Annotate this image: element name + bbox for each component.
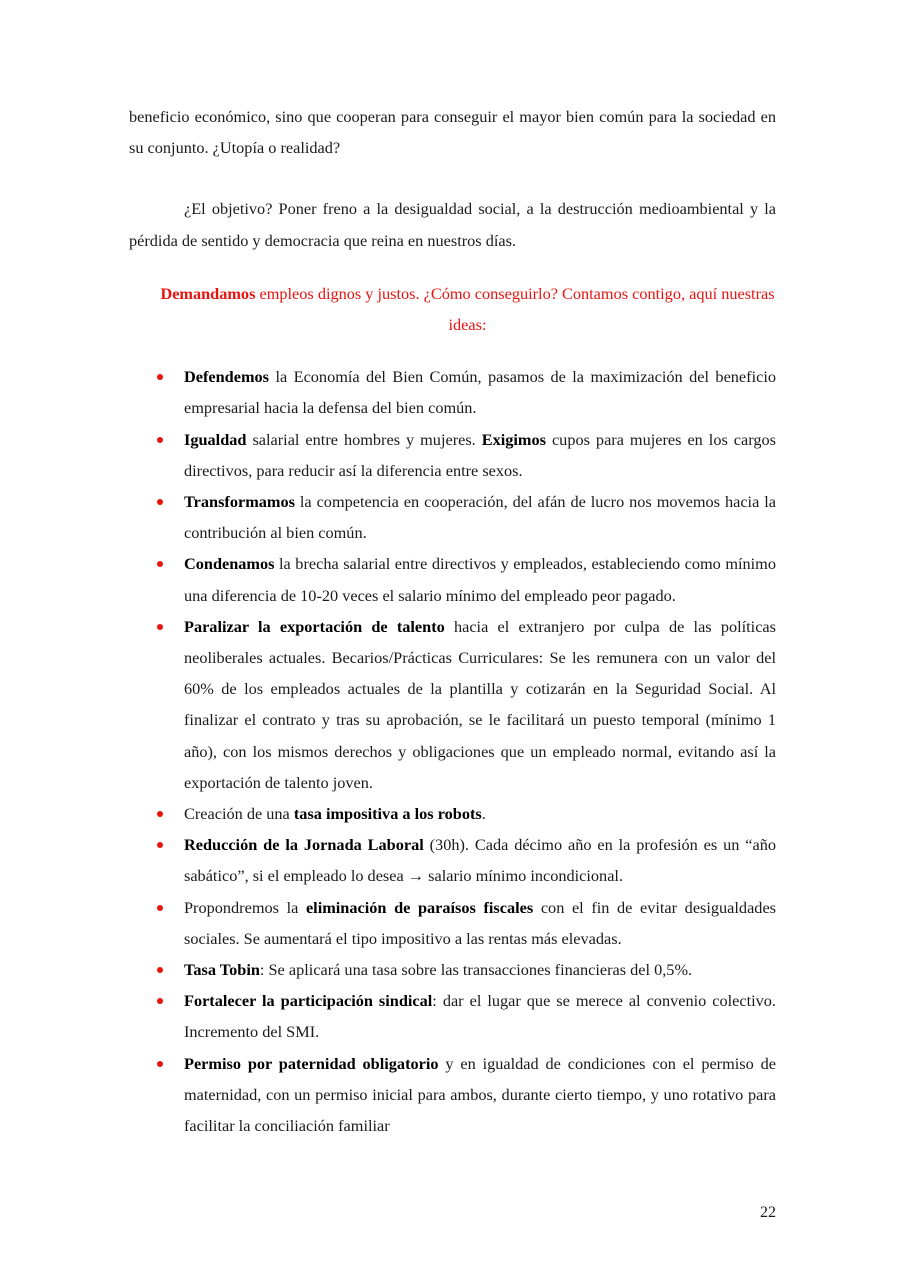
list-item xyxy=(129,486,776,548)
item-bold: Exigimos xyxy=(481,429,546,449)
item-bold: eliminación de paraísos fiscales xyxy=(305,897,534,917)
item-text: : dar el lugar que se merece al convenio colectivo. Incremento del SMI. xyxy=(184,991,776,1042)
item-text: . xyxy=(481,804,486,824)
list-item xyxy=(129,424,776,486)
item-text: Propondremos la xyxy=(184,897,306,917)
item-text: salarial entre hombres y mujeres. xyxy=(246,429,482,449)
page-number: 22 xyxy=(760,1204,776,1221)
item-bold: Permiso por paternidad obligatorio xyxy=(184,1053,439,1073)
item-text: con el fin de evitar desigualdades sociales. Se aumentará el tipo impositivo a las rentas más elevadas. xyxy=(184,897,777,948)
item-text: y en igualdad de condiciones con el permiso de maternidad, con un permiso inicial para ambos, durante cierto tiempo, y uno rotativo para facilitar la conciliación familiar xyxy=(184,1053,776,1136)
item-text: la brecha salarial entre directivos y empleados, estableciendo como mínimo una diferencia de 10-20 veces el salario mínimo del empleado peor pagado. xyxy=(184,554,776,605)
item-text: la competencia en cooperación, del afán de lucro nos movemos hacia la contribución al bien común. xyxy=(184,492,776,543)
paragraph-objective: ¿El objetivo? Poner freno a la desigualdad social, a la destrucción medioambiental y la pérdida de sentido y democracia que reina en nuestros días. xyxy=(129,199,776,250)
item-text: hacia el extranjero por culpa de las políticas neoliberales actuales. Becarios/Prácticas Curriculares: Se les remunera con un valor del 60% de los empleados actuales de la plantilla y cotizarán en la Seguridad Social. Al finalizar el contrato y tras su aprobación, se le facilitará un puesto temporal (mínimo 1 año), con los mismos derechos y obligaciones que un empleado normal, evitando así la exportación de talento joven. xyxy=(184,616,776,792)
item-bold: Igualdad xyxy=(184,429,247,449)
document-body xyxy=(129,101,776,1141)
item-text: Creación de una xyxy=(184,804,294,824)
demands-list xyxy=(129,361,776,1141)
item-text: cupos para mujeres en los cargos directivos, para reducir así la diferencia entre sexos. xyxy=(184,429,776,480)
item-bold: Tasa Tobin xyxy=(184,960,260,980)
highlight-text: empleos dignos y justos. ¿Cómo conseguirlo? Contamos contigo, aquí nuestras ideas: xyxy=(255,283,775,335)
list-item xyxy=(129,1048,776,1142)
item-bold: Paralizar la exportación de talento xyxy=(184,616,445,636)
list-item xyxy=(129,892,776,954)
list-item xyxy=(129,361,776,423)
item-bold: Fortalecer la participación sindical xyxy=(184,991,433,1011)
list-item xyxy=(129,611,776,798)
paragraph-continuation: beneficio económico, sino que cooperan para conseguir el mayor bien común para la sociedad en su conjunto. ¿Utopía o realidad? xyxy=(129,107,776,158)
item-bold: Reducción de la Jornada Laboral xyxy=(184,835,424,855)
item-text: (30h). Cada décimo año en la profesión es un “año sabático”, si el empleado lo desea → salario mínimo incondicional. xyxy=(184,835,777,886)
list-item xyxy=(129,985,776,1047)
item-bold: Transformamos xyxy=(184,492,295,512)
list-item xyxy=(129,548,776,610)
list-item xyxy=(129,829,776,891)
item-text: : Se aplicará una tasa sobre las transacciones financieras del 0,5%. xyxy=(259,960,693,980)
highlight-bold: Demandamos xyxy=(160,283,256,303)
list-item xyxy=(129,954,776,985)
item-text: la Economía del Bien Común, pasamos de la maximización del beneficio empresarial hacia la defensa del bien común. xyxy=(184,367,776,418)
item-bold: tasa impositiva a los robots xyxy=(293,804,482,824)
list-item xyxy=(129,798,776,829)
item-bold: Defendemos xyxy=(184,367,270,387)
item-bold: Condenamos xyxy=(184,554,275,574)
highlight-demand xyxy=(129,278,776,340)
